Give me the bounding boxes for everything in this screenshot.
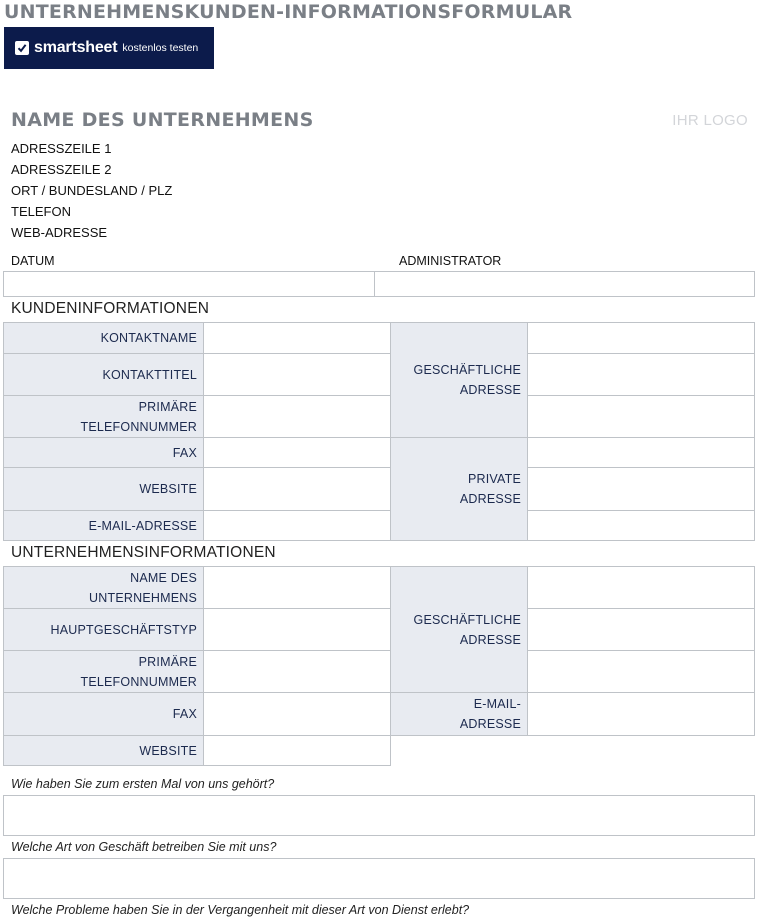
company-address-line-3[interactable] [527,650,755,693]
company-phone-label: PRIMÄRE TELEFONNUMMER [3,650,204,693]
primary-phone-label: PRIMÄRE TELEFONNUMMER [3,395,204,438]
phone-line: TELEFON [11,204,71,219]
answer-heard-about-us[interactable] [3,795,755,836]
smartsheet-banner[interactable] [4,27,214,69]
contact-title-label: KONTAKTTITEL [3,353,204,396]
email-label: E-MAIL-ADRESSE [3,510,204,541]
logo-placeholder: IHR LOGO [672,112,748,129]
company-phone-field[interactable] [203,650,391,693]
company-business-address-label: GESCHÄFTLICHE ADRESSE [390,566,528,693]
business-address-label: GESCHÄFTLICHE ADRESSE [390,322,528,438]
website-field[interactable] [203,467,391,511]
date-field[interactable] [3,271,375,297]
company-name-field[interactable] [203,566,391,609]
company-email-field[interactable] [527,692,755,736]
private-address-line-1[interactable] [527,437,755,468]
company-fax-field[interactable] [203,692,391,736]
company-fax-label: FAX [3,692,204,736]
company-name: NAME DES UNTERNEHMENS [11,109,314,131]
document-title: UNTERNEHMENSKUNDEN-INFORMATIONSFORMULAR [4,1,573,23]
checkmark-icon [15,41,29,55]
address-line-1: ADRESSZEILE 1 [11,141,112,156]
date-label: DATUM [11,254,55,268]
private-address-line-2[interactable] [527,467,755,511]
website-label: WEBSITE [3,467,204,511]
private-address-label: PRIVATE ADRESSE [390,437,528,541]
question-heard-about-us: Wie haben Sie zum ersten Mal von uns gehört? [11,777,275,791]
answer-business-type[interactable] [3,858,755,899]
email-field[interactable] [203,510,391,541]
company-address-line-2[interactable] [527,608,755,651]
business-address-line-3[interactable] [527,395,755,438]
business-address-line-2[interactable] [527,353,755,396]
company-address-line-1[interactable] [527,566,755,609]
company-info-title: UNTERNEHMENSINFORMATIONEN [11,544,276,561]
administrator-label: ADMINISTRATOR [399,254,502,268]
web-address-line: WEB-ADRESSE [11,225,108,240]
customer-info-title: KUNDENINFORMATIONEN [11,300,210,317]
company-email-label: E-MAIL-ADRESSE [390,692,528,736]
contact-title-field[interactable] [203,353,391,396]
private-address-line-3[interactable] [527,510,755,541]
contact-name-field[interactable] [203,322,391,354]
question-business-type: Welche Art von Geschäft betreiben Sie mit uns? [11,840,277,854]
brand-cta: kostenlos testen [122,42,199,54]
primary-phone-field[interactable] [203,395,391,438]
question-past-problems: Welche Probleme haben Sie in der Vergangenheit mit dieser Art von Dienst erlebt? [11,903,470,917]
main-business-type-label: HAUPTGESCHÄFTSTYP [3,608,204,651]
business-address-line-1[interactable] [527,322,755,354]
fax-field[interactable] [203,437,391,468]
administrator-field[interactable] [374,271,755,297]
fax-label: FAX [3,437,204,468]
company-website-label: WEBSITE [3,735,204,766]
company-website-field[interactable] [203,735,391,766]
company-name-label: NAME DES UNTERNEHMENS [3,566,204,609]
brand-name: smartsheet [34,39,118,56]
address-line-2: ADRESSZEILE 2 [11,162,112,177]
contact-name-label: KONTAKTNAME [3,322,204,354]
main-business-type-field[interactable] [203,608,391,651]
city-state-zip: ORT / BUNDESLAND / PLZ [11,183,173,198]
